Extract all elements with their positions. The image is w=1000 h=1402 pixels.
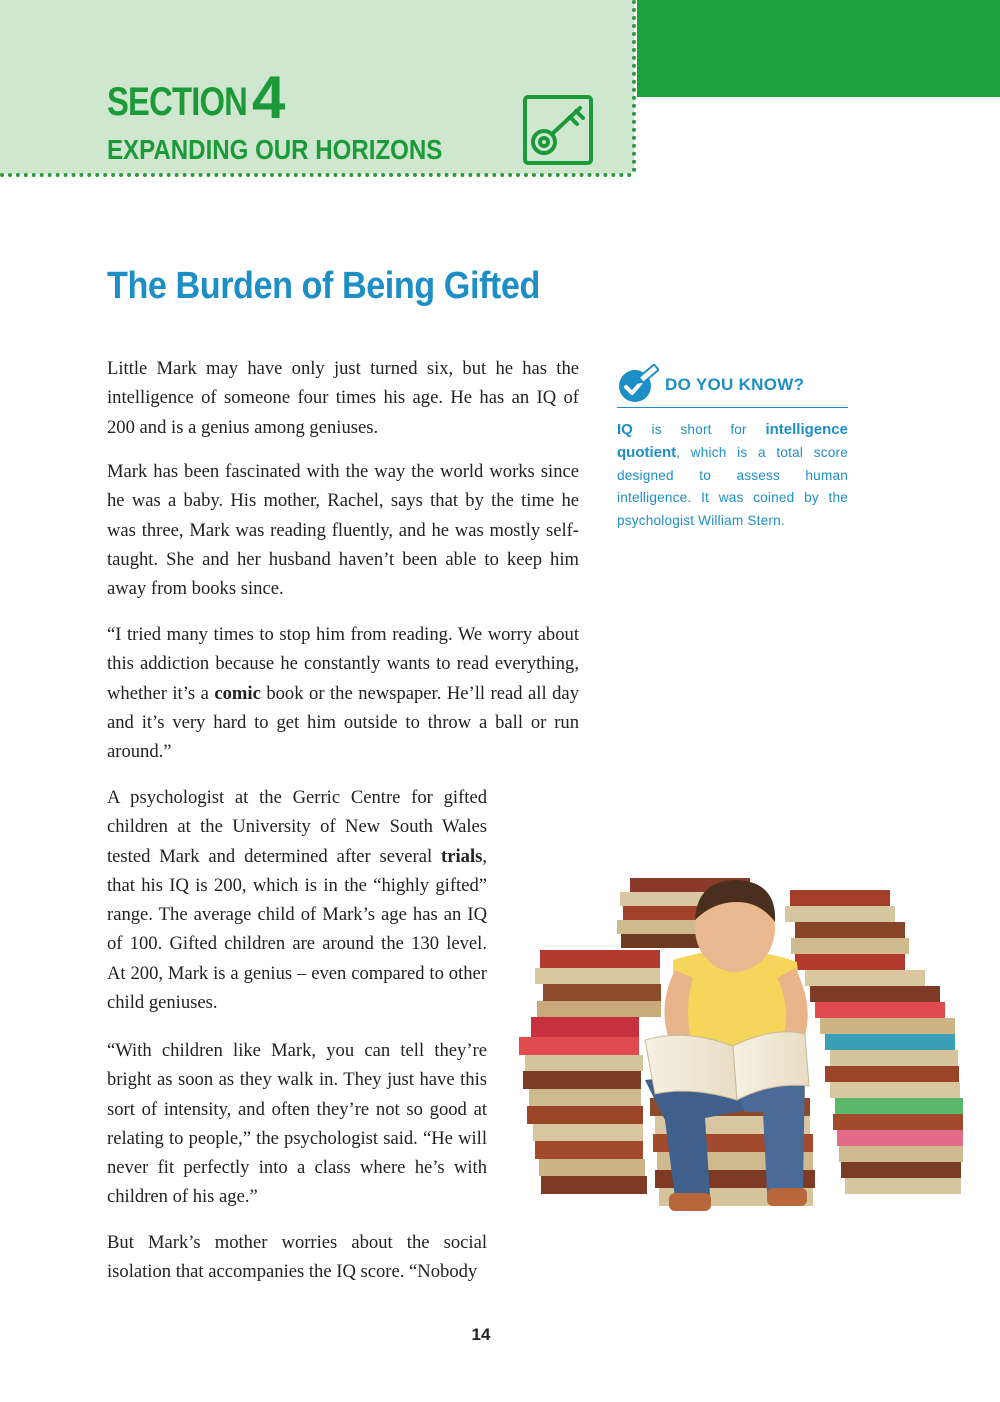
article-title: The Burden of Being Gifted	[107, 265, 540, 307]
pencil-check-icon	[617, 364, 659, 404]
boy-reading-books-image	[505, 850, 975, 1245]
term-intelligence-quotient: intelligence quotient	[617, 421, 848, 461]
section-subtitle: EXPANDING OUR HORIZONS	[107, 134, 443, 165]
did-you-know-text	[617, 419, 848, 533]
paragraph-5: “With children like Mark, you can tell they’re bright as soon as they walk in. They just have this sort of intensity, and often they’re not so good at relating to people,” the psychologist said. “He will never fit perfectly into a class where he’s with children of his age.”	[107, 1040, 487, 1208]
section-label: SECTION	[107, 80, 248, 124]
paragraph-4-text-b: , that his IQ is 200, which is in the “highly gifted” range. The average child of Mark’s age has an IQ of 100. Gifted children are around the 130 level. At 200, Mark is a genius – even compared to other child geniuses.	[107, 845, 487, 1014]
did-you-know-heading: DO YOU KNOW?	[665, 375, 805, 394]
dyk-text-1: is short for	[632, 422, 766, 437]
dotted-border-right	[632, 0, 636, 172]
paragraph-3-text-b: book or the newspaper. He’ll read all day and it’s very hard to get him outside to throw a ball or run around.”	[107, 682, 579, 763]
did-you-know-divider	[617, 407, 848, 408]
paragraph-6: But Mark’s mother worries about the social isolation that accompanies the IQ score. “Nobody	[107, 1232, 487, 1283]
paragraph-1: Little Mark may have only just turned six, but he has the intelligence of someone four times his age. He has an IQ of 200 and is a genius among geniuses.	[107, 358, 579, 438]
page-number: 14	[471, 1325, 491, 1344]
dyk-text-2: , which is a total score designed to assess human intelligence. It was coined by the psychologist William Stern.	[617, 444, 848, 529]
term-iq: IQ	[617, 421, 633, 438]
paragraph-4-text-a: A psychologist at the Gerric Centre for gifted children at the University of New South Wales tested Mark and determined after several	[107, 787, 487, 867]
paragraph-4	[107, 783, 487, 1017]
paragraph-3-text-a: “I tried many times to stop him from reading. We worry about this addiction because he constantly wants to read everything, whether it’s a	[107, 624, 579, 704]
paragraph-2: Mark has been fascinated with the way the world works since he was a baby. His mother, Rachel, says that by the time he was three, Mark was reading fluently, and he was mostly self-taught. She and her husband haven’t been able to keep him away from books since.	[107, 461, 579, 600]
paragraph-3	[107, 620, 579, 766]
dotted-border-bottom	[0, 173, 632, 177]
keyword-trials: trials	[441, 845, 483, 867]
keyword-comic: comic	[214, 682, 261, 704]
header-green-bar	[637, 0, 1000, 97]
section-number: 4	[252, 64, 286, 131]
key-icon	[522, 94, 594, 166]
